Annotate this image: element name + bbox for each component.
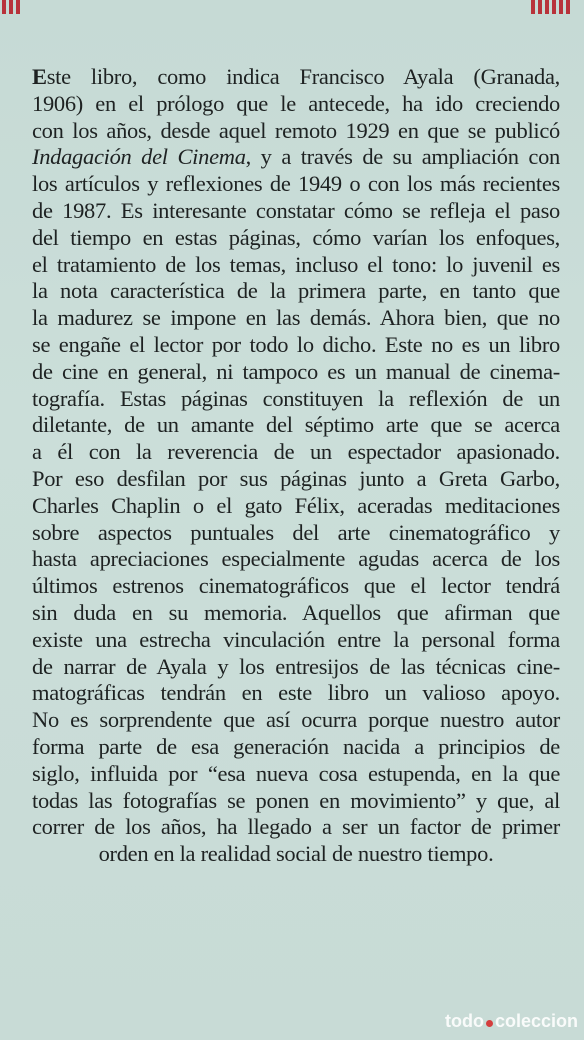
text-line: No es sorprendente que así ocurra porque nuestro autor: [32, 707, 560, 733]
watermark-part2: coleccion: [494, 1011, 578, 1031]
text-line: tografía. Estas páginas constituyen la reflexión de un: [32, 385, 560, 411]
top-left-stripes: [2, 0, 20, 14]
text-line: existe una estrecha vinculación entre la personal forma: [32, 626, 560, 652]
text-line: el tratamiento de los temas, incluso el tono: lo juvenil es: [32, 251, 560, 277]
text-line: de cine en general, ni tampoco es un manual de cinema-: [32, 358, 560, 384]
text-line: forma parte de esa generación nacida a principios de: [32, 733, 560, 759]
text-line: todas las fotografías se ponen en movimiento” y que, al: [32, 787, 560, 813]
text-line: Charles Chaplin o el gato Félix, aceradas meditaciones: [32, 492, 560, 518]
text-line: sobre aspectos puntuales del arte cinematográfico y: [32, 519, 560, 545]
text-line: Indagación del Cinema, y a través de su ampliación con: [32, 144, 560, 170]
text-line: los artículos y reflexiones de 1949 o con los más recientes: [32, 171, 560, 197]
text-line: orden en la realidad social de nuestro tiempo.: [98, 841, 494, 867]
text-line: la madurez se impone en las demás. Ahora bien, que no: [32, 305, 560, 331]
text-line: sin duda en su memoria. Aquellos que afirman que: [32, 599, 560, 625]
text-line: con los años, desde aquel remoto 1929 en que se publicó: [32, 117, 560, 143]
text-line: de narrar de Ayala y los entresijos de las técnicas cine-: [32, 653, 560, 679]
blurb-paragraph: [32, 64, 560, 868]
text-line: matográficas tendrán en este libro un valioso apoyo.: [32, 680, 560, 706]
text-line: siglo, influida por “esa nueva cosa estupenda, en la que: [32, 760, 560, 786]
text-line: a él con la reverencia de un espectador apasionado.: [32, 439, 560, 465]
text-line: se engañe el lector por todo lo dicho. Este no es un libro: [32, 331, 560, 357]
todocoleccion-watermark: [445, 1011, 578, 1032]
text-line: Por eso desfilan por sus páginas junto a Greta Garbo,: [32, 465, 560, 491]
text-line: la nota característica de la primera parte, en tanto que: [32, 278, 560, 304]
text-line: correr de los años, ha llegado a ser un factor de primer: [32, 814, 560, 840]
text-line: diletante, de un amante del séptimo arte que se acerca: [32, 412, 560, 438]
watermark-dot-icon: [486, 1020, 493, 1027]
top-right-stripes: [531, 0, 570, 14]
watermark-part1: todo: [444, 1011, 484, 1031]
text-line: del tiempo en estas páginas, cómo varían los enfoques,: [32, 224, 560, 250]
text-line: últimos estrenos cinematográficos que el lector tendrá: [32, 573, 560, 599]
text-line: hasta apreciaciones especialmente agudas acerca de los: [32, 546, 560, 572]
text-line: Este libro, como indica Francisco Ayala (Granada,: [32, 64, 560, 89]
text-line: de 1987. Es interesante constatar cómo se refleja el paso: [32, 197, 560, 223]
text-line: 1906) en el prólogo que le antecede, ha ido creciendo: [32, 90, 560, 116]
